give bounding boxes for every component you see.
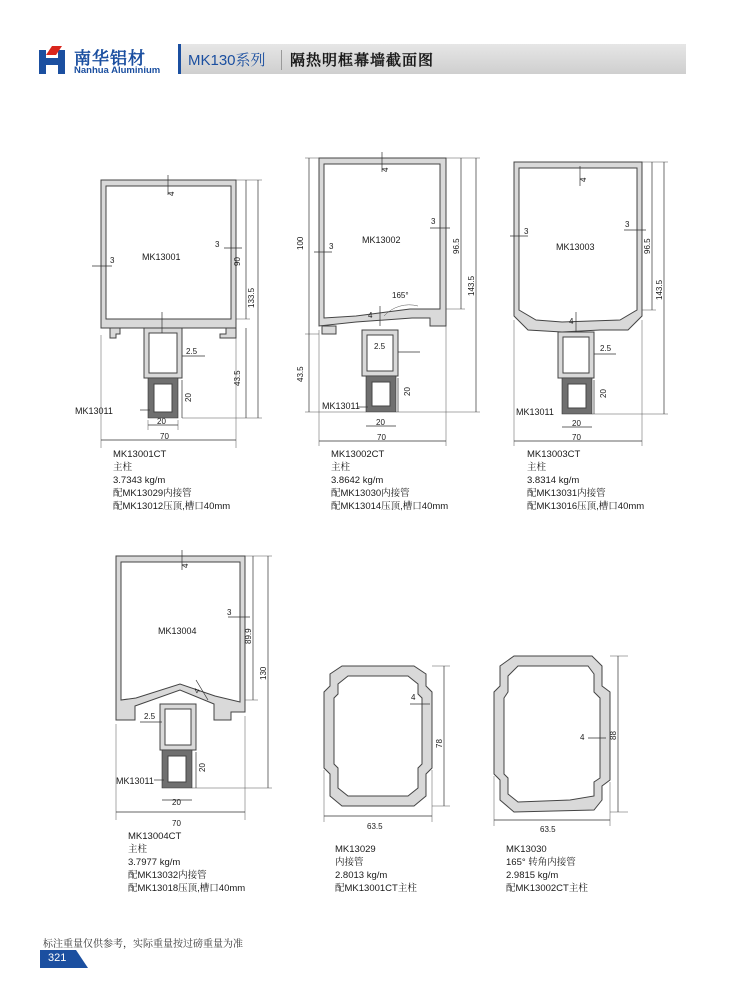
brand-name-en: Nanhua Aluminium: [74, 65, 161, 76]
page-title: 隔热明框幕墙截面图: [290, 52, 435, 69]
label-mk13001: MK13001: [142, 252, 181, 262]
dim-4b: 4: [368, 311, 373, 320]
caption-line2: 配MK13012压顶,槽口40mm: [113, 501, 231, 512]
dim-20h: 20: [572, 419, 581, 428]
dim-96-5: 96.5: [643, 238, 652, 254]
brand-name-cn: 南华铝材: [74, 49, 146, 68]
dim-20h: 20: [172, 798, 181, 807]
dim-70: 70: [377, 433, 386, 442]
dim-78: 78: [435, 739, 444, 748]
profile-mk13004: [116, 550, 272, 828]
dim-4: 4: [580, 733, 585, 742]
caption-mk13001ct: [113, 448, 230, 513]
profile-mk13029: [324, 666, 450, 831]
caption-code: MK13004CT: [128, 831, 182, 842]
caption-line2: 配MK13018压顶,槽口40mm: [128, 883, 246, 894]
caption-line1: 配MK13031内接管: [527, 488, 606, 499]
dim-3b: 3: [215, 240, 220, 249]
dim-43-5: 43.5: [233, 370, 242, 386]
caption-code: MK13001CT: [113, 449, 167, 460]
label-mk13002: MK13002: [362, 235, 401, 245]
dim-20v: 20: [184, 393, 193, 402]
caption-type: 主柱: [527, 462, 547, 473]
dim-2-5: 2.5: [374, 342, 386, 351]
dim-2-5: 2.5: [600, 344, 612, 353]
dim-20h: 20: [157, 417, 166, 426]
dim-4: 4: [411, 693, 416, 702]
dim-3a: 3: [329, 242, 334, 251]
dim-3b: 3: [431, 217, 436, 226]
dim-2-5: 2.5: [144, 712, 156, 721]
label-mk13003: MK13003: [556, 242, 595, 252]
caption-weight: 3.7977 kg/m: [128, 857, 181, 868]
dim-3b: 3: [625, 220, 630, 229]
caption-weight: 2.8013 kg/m: [335, 870, 388, 881]
dim-4: 4: [579, 177, 588, 182]
caption-line1: 配MK13030内接管: [331, 488, 410, 499]
caption-line2: 配MK13016压顶,槽口40mm: [527, 501, 645, 512]
dim-90: 90: [233, 257, 242, 266]
dim-3: 3: [227, 608, 232, 617]
caption-mk13004ct: [128, 830, 245, 895]
dim-70: 70: [172, 819, 181, 828]
caption-type: 内接管: [335, 857, 364, 868]
dim-89-9: 89.9: [244, 628, 253, 644]
caption-code: MK13003CT: [527, 449, 581, 460]
label-mk13011: MK13011: [116, 776, 154, 786]
dim-3a: 3: [110, 256, 115, 265]
dim-96-5: 96.5: [452, 238, 461, 254]
dim-88: 88: [609, 731, 618, 740]
dim-70: 70: [160, 432, 169, 441]
page-number: [40, 950, 88, 968]
caption-type: 主柱: [113, 462, 133, 473]
dim-4b: 4: [191, 686, 202, 695]
label-mk13004: MK13004: [158, 626, 197, 636]
dim-63-5: 63.5: [540, 825, 556, 834]
caption-mk13002ct: [331, 448, 448, 513]
dim-130: 130: [259, 666, 268, 680]
dim-63-5: 63.5: [367, 822, 383, 831]
dim-4b: 4: [569, 317, 574, 326]
dim-165: 165°: [392, 291, 409, 300]
label-mk13011: MK13011: [75, 406, 113, 416]
series-label: MK130系列: [188, 52, 266, 69]
dim-2-5: 2.5: [186, 347, 198, 356]
caption-line1: 配MK13029内接管: [113, 488, 192, 499]
page-number-text: 321: [48, 952, 67, 964]
profile-mk13002: [296, 152, 480, 446]
weight-disclaimer: 标注重量仅供参考，实际重量按过磅重量为准: [43, 939, 243, 950]
dim-43-5: 43.5: [296, 366, 305, 382]
caption-type: 主柱: [128, 844, 148, 855]
dim-4: 4: [167, 191, 176, 196]
caption-weight: 2.9815 kg/m: [506, 870, 559, 881]
label-mk13011: MK13011: [322, 401, 360, 411]
dim-20v: 20: [403, 387, 412, 396]
dim-20v: 20: [599, 389, 608, 398]
caption-code: MK13029: [335, 844, 376, 855]
dim-20h: 20: [376, 418, 385, 427]
dim-100: 100: [296, 236, 305, 250]
caption-mk13003ct: [527, 448, 644, 513]
dim-4: 4: [381, 167, 390, 172]
profile-mk13030: [494, 656, 628, 834]
dim-70: 70: [572, 433, 581, 442]
dim-143-5: 143.5: [467, 275, 476, 296]
caption-line1: 配MK13001CT主柱: [335, 883, 417, 894]
dim-20v: 20: [198, 763, 207, 772]
dim-4: 4: [181, 563, 190, 568]
caption-weight: 3.8314 kg/m: [527, 475, 580, 486]
dim-3a: 3: [524, 227, 529, 236]
label-mk13011: MK13011: [516, 407, 554, 417]
caption-code: MK13002CT: [331, 449, 385, 460]
profile-mk13001: [75, 175, 262, 448]
caption-mk13030: [506, 843, 588, 895]
caption-mk13029: [335, 843, 417, 895]
caption-line1: 配MK13032内接管: [128, 870, 207, 881]
dim-143-5: 143.5: [655, 279, 664, 300]
dim-133-5: 133.5: [247, 287, 256, 308]
profile-mk13003: [510, 162, 668, 446]
caption-type: 165° 转角内接管: [506, 857, 576, 868]
caption-weight: 3.8642 kg/m: [331, 475, 384, 486]
caption-type: 主柱: [331, 462, 351, 473]
caption-weight: 3.7343 kg/m: [113, 475, 166, 486]
caption-code: MK13030: [506, 844, 547, 855]
caption-line2: 配MK13014压顶,槽口40mm: [331, 501, 449, 512]
caption-line1: 配MK13002CT主柱: [506, 883, 588, 894]
